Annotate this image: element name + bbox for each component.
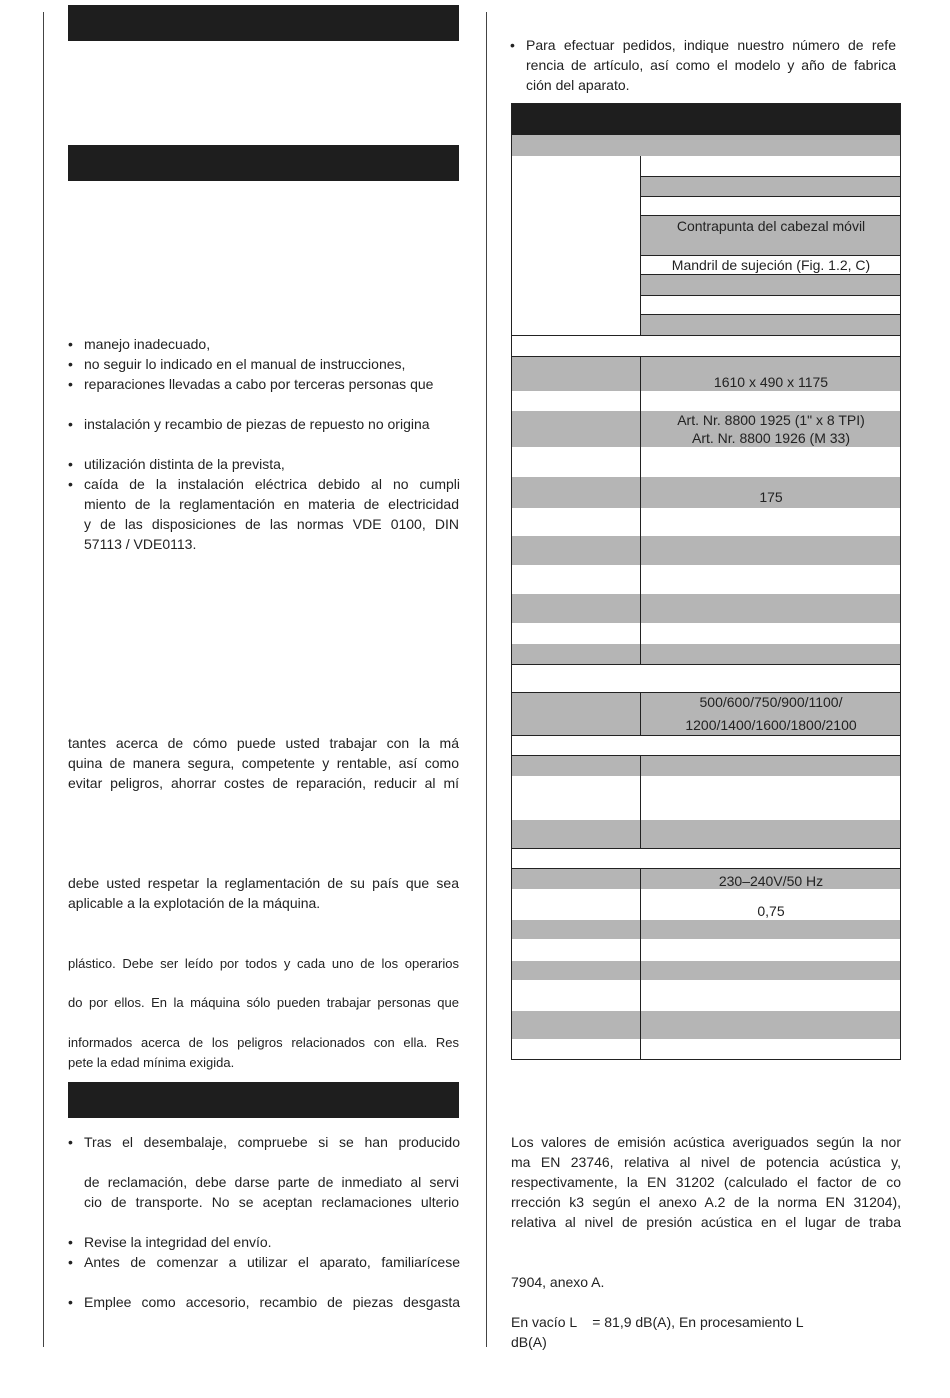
paragraph-line: rrección k3 según el anexo A.2 de la norma EN 31204), — [511, 1194, 901, 1210]
list-item: • Para efectuar pedidos, indique nuestro número de refe — [526, 35, 896, 55]
section-header-bar — [68, 5, 459, 41]
list-item: • instalación y recambio de piezas de repuesto no origina — [84, 414, 460, 434]
table-cell: 0,75 — [757, 903, 785, 919]
list-item-continuation: y de las disposiciones de las normas VDE 0100, DIN — [84, 516, 459, 532]
paragraph-line: pete la edad mínima exigida. — [68, 1055, 235, 1070]
list-item-continuation: rencia de artículo, así como el modelo y año de fabrica — [526, 57, 896, 73]
list-item-continuation: de reclamación, debe darse parte de inmediato al servi — [84, 1174, 459, 1190]
list-item: • Tras el desembalaje, compruebe si se han producido — [84, 1132, 460, 1152]
paragraph-line: 7904, anexo A. — [511, 1274, 605, 1290]
list-item: • no seguir lo indicado en el manual de instrucciones, — [84, 354, 460, 374]
list-item-continuation: ción del aparato. — [526, 77, 630, 93]
table-cell: 1200/1400/1600/1800/2100 — [685, 717, 857, 733]
list-item-continuation: 57113 / VDE0113. — [84, 536, 197, 552]
list-item: • Antes de comenzar a utilizar el aparato, familiarícese — [84, 1252, 460, 1272]
list-item-continuation: cio de transporte. No se aceptan reclamaciones ulterio — [84, 1194, 459, 1210]
list-item: • reparaciones llevadas a cabo por terceras personas que — [84, 374, 460, 394]
table-cell: Art. Nr. 8800 1925 (1" x 8 TPI) — [677, 412, 865, 428]
table-cell: 230–240V/50 Hz — [718, 873, 824, 889]
left-margin-rule — [43, 12, 44, 1347]
table-cell: Art. Nr. 8800 1926 (M 33) — [692, 430, 850, 446]
paragraph-line: aplicable a la explotación de la máquina. — [68, 895, 321, 911]
section-header-bar — [68, 145, 459, 181]
table-cell: Mandril de sujeción (Fig. 1.2, C) — [671, 257, 871, 273]
list-item: • Revise la integridad del envío. — [84, 1232, 460, 1252]
paragraph-line: relativa al nivel de presión acústica en el lugar de traba — [511, 1214, 901, 1230]
list-item: • manejo inadecuado, — [84, 334, 460, 354]
table-cell: Contrapunta del cabezal móvil — [676, 218, 866, 234]
table-border — [511, 103, 901, 1060]
table-cell: 500/600/750/900/1100/ — [699, 694, 843, 710]
paragraph-line: tantes acerca de cómo puede usted trabajar con la má — [68, 735, 459, 751]
list-item-continuation: miento de la reglamentación en materia de electricidad — [84, 496, 459, 512]
paragraph-line: do por ellos. En la máquina sólo pueden trabajar personas que — [68, 995, 459, 1010]
table-cell: 175 — [759, 489, 783, 505]
paragraph-line: ma EN 23746, relativa al nivel de potencia acústica y, — [511, 1154, 901, 1170]
paragraph-line: respectivamente, la EN 31202 (calculado el factor de co — [511, 1174, 901, 1190]
paragraph-line: informados acerca de los peligros relacionados con ella. Res — [68, 1035, 459, 1050]
list-item: • utilización distinta de la prevista, — [84, 454, 460, 474]
list-item: • caída de la instalación eléctrica debido al no cumpli — [84, 474, 460, 494]
column-divider — [486, 12, 487, 1347]
section-header-bar — [68, 1082, 459, 1118]
paragraph-line: evitar peligros, ahorrar costes de reparación, reducir al mí — [68, 775, 459, 791]
noise-unit: dB(A) — [511, 1334, 547, 1350]
list-item: • Emplee como accesorio, recambio de piezas desgasta — [84, 1292, 460, 1312]
paragraph-line: quina de manera segura, competente y rentable, así como — [68, 755, 459, 771]
noise-value-line: En vacío L = 81,9 dB(A), En procesamiento L — [511, 1314, 804, 1330]
paragraph-line: Los valores de emisión acústica averiguados según la nor — [511, 1134, 901, 1150]
paragraph-line: debe usted respetar la reglamentación de su país que sea — [68, 875, 459, 891]
paragraph-line: plástico. Debe ser leído por todos y cada uno de los operarios — [68, 956, 459, 971]
table-cell: 1610 x 490 x 1175 — [713, 374, 829, 390]
